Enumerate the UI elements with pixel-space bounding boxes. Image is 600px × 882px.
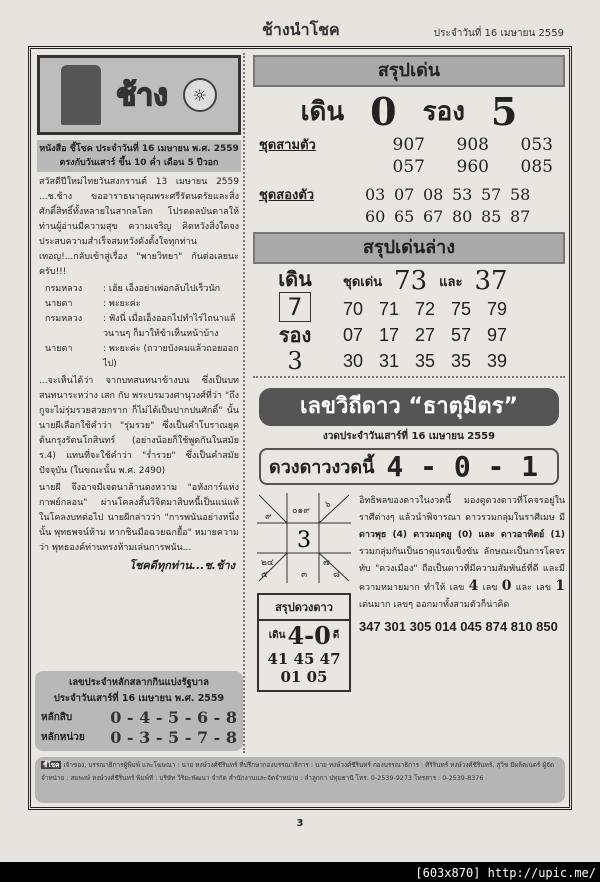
number: 87 <box>510 207 531 226</box>
star-banner: เลขวิถีดาว “ธาตุมิตร” <box>259 388 559 426</box>
number: 31 <box>379 351 400 371</box>
number: 39 <box>487 351 508 371</box>
text: อิทธิพลของดาวในงวดนี้ มองดูดวงดาวที่โคจรอยู่ในราศีต่างๆ แล้วนำพิจารณา ดาวรวมกลุ่มในราศีเมษ มี <box>359 496 565 523</box>
lowernums-grid <box>333 296 561 374</box>
summary-header: สรุปเด่น <box>253 55 565 87</box>
imprint-text: เจ้าของ, บรรณาธิการผู้พิมพ์ และโฆษณา : นาย หงษ์วงศ์ชีรินทร์ ที่ปรึกษากองบรรณาธิการ : นาย หงษ์วงศ์ชีรินทร์ กองบรรณาธิการ : ศิริรินทร์ หงษ์วงศ์ชีรินทร์, สุวิช มีผลิตเนตร์ ผู้จัดจำหน่าย : สมพงษ์ หงษ์วงศ์ชีรินทร์ พิมพ์ที่ : บริษัท วิริยะพัฒนา จำกัด สำนักงานและจัดจำหน่าย : ลำลูกกา ปทุมธานี โทร. 0-2539-9273 โทรสาร : 0-2539-8376 <box>41 761 555 782</box>
masthead-date: ประจำวันที่ 16 เมษายน 2559 <box>433 28 564 39</box>
good-label: ดี <box>332 630 340 641</box>
astrology-text <box>351 493 565 692</box>
second-label: รอง <box>278 323 312 347</box>
row-value: 0 - 4 - 5 - 6 - 8 <box>110 707 237 727</box>
three-digit-set <box>253 134 565 178</box>
chart-cell: ๘ <box>333 570 340 580</box>
line-label: ดวงดาวงวดนี้ <box>269 457 375 478</box>
star-summary-box <box>257 593 351 692</box>
box-title: สรุปดวงดาว <box>259 595 349 621</box>
number: 79 <box>487 299 508 319</box>
chart-cell: ๗ <box>323 558 330 568</box>
content-frame <box>28 46 572 810</box>
second-digit: 3 <box>287 347 303 375</box>
line-value: 4 - 0 - 1 <box>386 450 539 483</box>
set-label: ชุดสามตัว <box>259 138 316 153</box>
number: 97 <box>487 325 508 345</box>
issue-line: หนังสือ ชี้โชค ประจำวันที่ 16 เมษายน พ.ศ. 2559 <box>39 144 239 154</box>
main-label: เดิน <box>268 630 286 641</box>
number: 907 <box>392 135 425 155</box>
speaker: กรมหลวง <box>45 314 83 324</box>
issue-info <box>37 140 241 172</box>
number: 58 <box>510 185 531 204</box>
watermark: [603x870] http://upic.me/ <box>415 866 596 880</box>
footer-logo: ชี้โชค <box>43 761 60 769</box>
three-grid <box>365 134 553 178</box>
number: 60 <box>365 207 386 226</box>
box-numbers: 41 45 47 <box>267 650 341 668</box>
pair: 37 <box>474 266 508 296</box>
number: 17 <box>379 325 400 345</box>
number: 07 <box>394 185 415 204</box>
two-digit-set <box>253 184 565 228</box>
line: : เฮ้ย เอ็งอย่าเพ่อกลับไปเร็วนัก <box>103 284 221 294</box>
issue-lunar-date: ตรงกับวันเสาร์ ขึ้น 10 ค่ำ เดือน 5 ปีวอก <box>59 158 219 168</box>
imprint-footer <box>35 757 565 803</box>
sun-emblem-icon: ☼ <box>183 78 217 112</box>
number: 085 <box>520 157 553 177</box>
chart-cell: ๓ <box>301 570 308 580</box>
number: 08 <box>423 185 444 204</box>
main-value: 4-0 <box>287 621 331 650</box>
number: 67 <box>423 207 444 226</box>
number: 07 <box>343 325 364 345</box>
number: 85 <box>481 207 502 226</box>
second-digit: 5 <box>490 89 518 134</box>
chart-cell: ๕ <box>261 570 268 580</box>
lower-summary <box>253 266 565 378</box>
astrology-section <box>253 493 565 692</box>
left-column <box>35 53 245 753</box>
horoscope-chart <box>257 493 351 583</box>
number: 71 <box>379 299 400 319</box>
featured-pairs <box>333 266 561 296</box>
dialog-line <box>45 312 243 342</box>
dialog-line <box>45 297 243 312</box>
speaker: กรมหลวง <box>45 284 83 294</box>
number: 35 <box>451 351 472 371</box>
number: 03 <box>365 185 386 204</box>
speaker: นายดา <box>45 344 73 354</box>
number: 57 <box>481 185 502 204</box>
number: 960 <box>456 157 489 177</box>
and-label: และ <box>439 273 463 289</box>
gov-date: ประจำวันเสาร์ที่ 16 เมษายน พ.ศ. 2559 <box>53 693 225 704</box>
draw-date: งวดประจำวันเสาร์ที่ 16 เมษายน 2559 <box>322 431 496 442</box>
speaker: นายดา <box>45 299 73 309</box>
masthead-logo: ช้างนำโชค <box>262 20 340 39</box>
chart-cell: ๒๔ <box>261 558 274 568</box>
box-numbers: 01 05 <box>280 668 328 686</box>
digit: 1 <box>555 578 565 594</box>
page-number: 3 <box>296 818 304 829</box>
three-digit-numbers: 347 301 305 014 045 874 810 850 <box>359 619 558 634</box>
gov-title: เลขประจำหลักสลากกินแบ่งรัฐบาล <box>69 677 209 688</box>
number: 35 <box>415 351 436 371</box>
text: รวมกลุ่มกันเป็นธาตุแรงแข็งขัน ลักษณะเป็นการโคจรทับ "ดวงเมือง" ถือเป็นดาวที่มีความสัมพันธ์ที่ดี และมีความหมายมาก ทำให้ เลข <box>359 547 565 593</box>
set-label: ชุดสองตัว <box>259 188 315 203</box>
summary-main <box>253 89 565 134</box>
chart-cell: ๖ <box>325 500 331 510</box>
chart-center: 3 <box>297 528 311 553</box>
number: 53 <box>452 185 473 204</box>
column-logo <box>37 55 241 135</box>
number: 053 <box>520 135 553 155</box>
signature: โชคดีทุกท่าน...ช.ช้าง <box>129 559 235 572</box>
right-column <box>253 53 565 753</box>
text: เลข <box>478 583 502 593</box>
logo-text: ช้าง <box>116 77 168 113</box>
pair: 73 <box>394 266 428 296</box>
main-digit: 0 <box>370 89 397 134</box>
lower-header: สรุปเด่นล่าง <box>253 232 565 264</box>
dialog-line <box>45 342 243 372</box>
line: : พะยะค่ะ <box>103 299 141 309</box>
line: : ฟังนี่ เมื่อเอ็งออกไปทำไร่ไถนาแล้วนานๆ ก็มาให้ข้าเห็นหน้าบ้าง <box>103 314 236 339</box>
line: : พะยะค่ะ (ถวายบังคมแล้วถอยออกไป) <box>103 344 239 369</box>
digit: 4 <box>468 578 479 594</box>
main-digit: 7 <box>279 292 311 322</box>
gov-row <box>41 727 237 747</box>
main-label: เดิน <box>278 267 312 291</box>
row-value: 0 - 3 - 5 - 7 - 8 <box>110 727 237 747</box>
two-grid <box>365 184 537 228</box>
masthead <box>0 14 600 44</box>
number: 57 <box>451 325 472 345</box>
lower-main <box>257 266 333 376</box>
number: 057 <box>392 157 425 177</box>
gov-row <box>41 707 237 727</box>
number: 65 <box>394 207 415 226</box>
set-label: ชุดเด่น <box>343 273 383 289</box>
text: และ เลข <box>511 583 556 593</box>
number: 80 <box>452 207 473 226</box>
intro-paragraph: สวัสดีปีใหม่ไทยวันสงกรานต์ 13 เมษายน 2559 ...ช.ช้าง ขออาราธนาคุณพระศรีรัตนตรัยและสิ่งศักดิ์สิทธิ์ทั้งหลายในสากลโลก โปรดดลบันดาลให้ท่านผู้อ่านมีความสุข ความเจริญ คิดหวังสิ่งใดจงประสบความสำเร็จสมหวังดังตั้งใจทุกท่านเทอญ!...กลับเข้าสู่เรื่อง "พายวิทยา" กันต่อเลยนะครับ!!! <box>39 177 239 277</box>
body-paragraph: ...จะเห็นได้ว่า จากบทสนทนาข้างบน ซึ่งเป็นบทสนทนาระหว่าง เสก กับ พระบรมวงศานุวงศ์ที่ว่า "ถึงกูจะไม่รุ่มรวยสวยกราก ก็ไม่ได้เป็นปากปนศักดิ์" นั้น นายผีเลือกใช้คำว่า "รุ่มรวย" ซึ่งเป็นคำโบราณยุคต้นกรุงรัตนโกสินทร์ (อย่างน้อยก็ใช้พูดกันในสมัย ร.4) แทนที่จะใช้คำว่า "ร่ำรวย" ซึ่งเป็นคำสมัยปัจจุบัน (ในขณะนั้น พ.ศ. 2490) <box>39 376 239 476</box>
number: 75 <box>451 299 472 319</box>
chart-cell: ๙ <box>265 512 272 522</box>
government-lottery-box <box>35 671 243 751</box>
star-numbers-line <box>259 448 559 485</box>
row-label: หลักหน่วย <box>41 731 85 743</box>
dialog-line <box>45 282 243 297</box>
number: 30 <box>343 351 364 371</box>
number: 908 <box>456 135 489 155</box>
planets: ดาวพุธ (4) ดาวมฤตยู (0) และ ดาวอาทิตย์ (1) <box>359 530 565 540</box>
number: 27 <box>415 325 436 345</box>
number: 72 <box>415 299 436 319</box>
text: เด่นมาก เลขๆ ออกมาทั้งสามตัวก็น่าคิด <box>359 600 510 610</box>
number: 70 <box>343 299 364 319</box>
main-label: เดิน <box>300 97 345 127</box>
chart-cell: ๐๑๙ <box>292 506 310 516</box>
row-label: หลักสิบ <box>41 711 73 723</box>
digit: 0 <box>501 578 512 594</box>
second-label: รอง <box>422 97 465 127</box>
body-paragraph: นายผี จึงอาจมีเจตนาล้านตงหวาม "อหังการ์แห่งกาพย์กลอน" ผ่านโคลงสั้นวิจิตมาสิบหนี้เป็นแน่แท้ ในโคลงบทต่อไป นายผีกล่าวว่า "การพนันอย่างหนึ่งนั้น พุทธพจน์ห้าม หากชินมือฉวยฉกยื้อ" หมายความว่า พุทธองค์ท่านทรงห้ามเล่นการพนัน... <box>39 483 239 553</box>
dialog <box>35 282 243 372</box>
elephant-figure-icon <box>61 65 101 125</box>
